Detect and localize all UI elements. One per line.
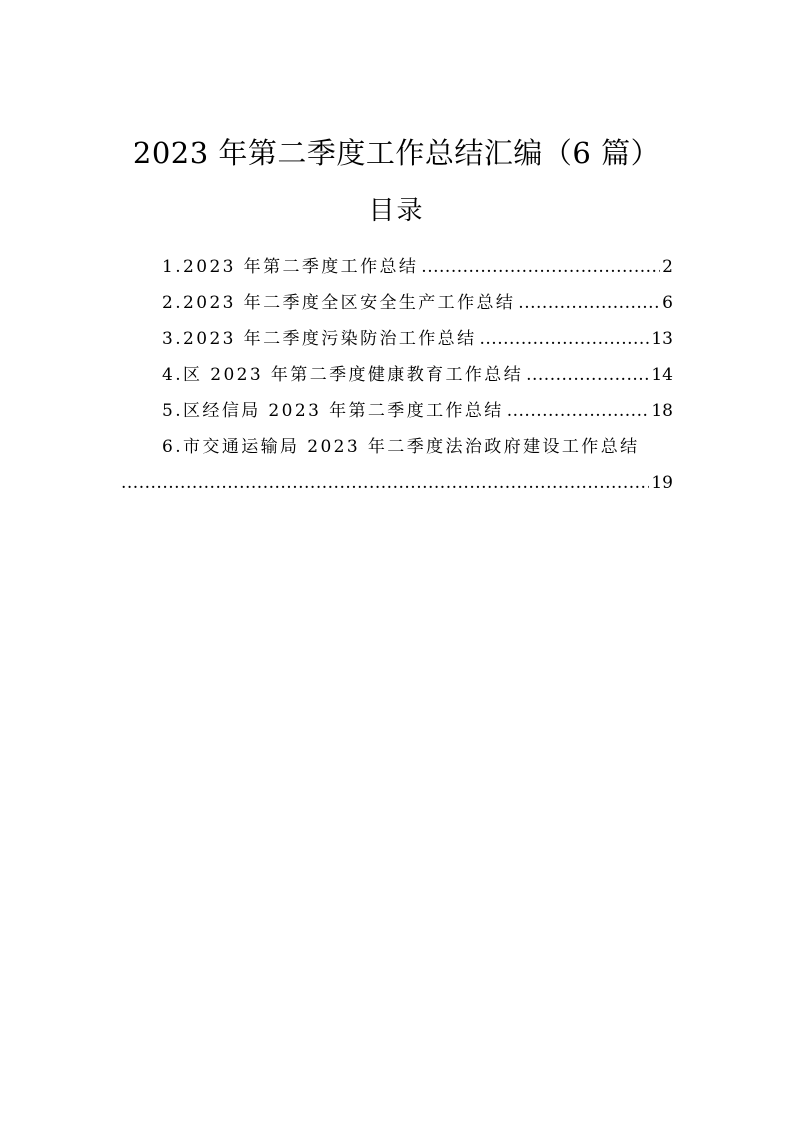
toc-page-number: 14 [651,365,673,385]
toc-entry-label: 4.区 2023 年第二季度健康教育工作总结 [162,365,524,385]
document-title: 2023 年第二季度工作总结汇编（6 篇） [132,136,661,170]
toc-dot-leader [507,393,650,429]
toc-entry-4[interactable] [121,357,673,393]
toc-entry-label: 2.2023 年二季度全区安全生产工作总结 [162,293,516,313]
toc-page-number: 6 [662,293,673,313]
toc-heading: 目录 [368,196,425,226]
toc-entry-label: 6.市交通运输局 2023 年二季度法治政府建设工作总结 [162,437,640,457]
toc-dot-leader [518,285,660,321]
toc-dot-leader [421,249,660,285]
toc-dot-leader [480,321,650,357]
toc-entry-label: 5.区经信局 2023 年第二季度工作总结 [162,401,504,421]
toc-entry-3[interactable] [121,321,673,357]
toc-entry-label: 1.2023 年第二季度工作总结 [162,257,419,277]
toc-entry-continuation [121,465,673,501]
toc-entry-2[interactable] [121,285,673,321]
toc-page-number: 2 [662,257,673,277]
toc-entry-label: 3.2023 年二季度污染防治工作总结 [162,329,477,349]
toc-entry-6[interactable] [121,429,673,501]
toc-page-number: 19 [651,473,673,493]
toc-dot-leader [526,357,649,393]
toc-page-number: 13 [651,329,673,349]
toc-page-number: 18 [651,401,673,421]
toc-entry-5[interactable] [121,393,673,429]
toc-dot-leader [121,465,649,501]
toc-entry-1[interactable] [121,249,673,285]
table-of-contents [121,249,673,501]
